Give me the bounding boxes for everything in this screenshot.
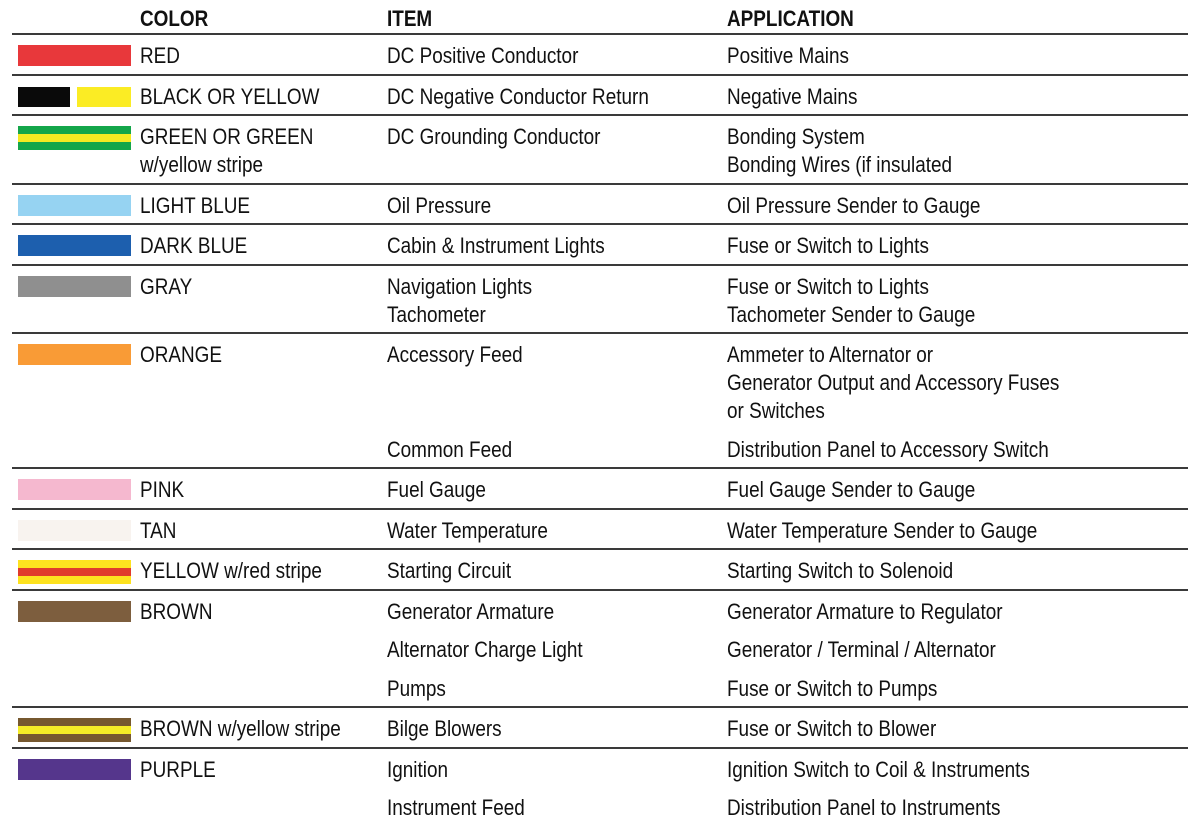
application-text: Fuse or Switch to Lights: [727, 233, 929, 258]
row-divider: [12, 508, 1188, 510]
item-text: Fuel Gauge: [387, 477, 486, 502]
application-cell: [727, 557, 990, 585]
color-swatch: [18, 45, 131, 66]
color-name: [140, 476, 191, 504]
header-application: APPLICATION: [727, 6, 854, 31]
row-divider: [12, 183, 1188, 185]
item-text: Alternator Charge Light: [387, 637, 583, 662]
color-name-line: GRAY: [140, 273, 193, 299]
color-name-line: YELLOW w/red stripe: [140, 558, 322, 583]
color-name: [140, 715, 373, 743]
color-name-line: GREEN OR GREEN: [140, 124, 314, 149]
application-text: Generator Output and Accessory Fuses: [727, 370, 1060, 395]
item-text: Navigation Lights: [387, 273, 533, 299]
row-divider: [12, 467, 1188, 469]
row-divider: [12, 223, 1188, 225]
application-text: Water Temperature Sender to Gauge: [727, 517, 1038, 543]
color-swatch: [18, 344, 131, 365]
item-text: Bilge Blowers: [387, 716, 502, 741]
application-text: Negative Mains: [727, 83, 858, 109]
color-name-line: TAN: [140, 517, 177, 543]
application-text: Fuse or Switch to Blower: [727, 716, 937, 741]
application-text: Fuel Gauge Sender to Gauge: [727, 477, 976, 502]
color-swatch: [18, 759, 131, 780]
color-name-line: ORANGE: [140, 342, 223, 367]
color-name-line: PINK: [140, 477, 185, 502]
application-text: Starting Switch to Solenoid: [727, 558, 954, 583]
color-swatch: [18, 520, 131, 541]
application-cell: [727, 192, 1022, 220]
item-text: Ignition: [387, 756, 449, 782]
application-text: Oil Pressure Sender to Gauge: [727, 192, 981, 218]
color-swatch: [18, 126, 131, 150]
item-text: Pumps: [387, 675, 446, 701]
item-cell: [387, 273, 556, 329]
color-name-line: DARK BLUE: [140, 233, 248, 258]
row-divider: [12, 747, 1188, 749]
color-name: [140, 83, 349, 111]
color-name: [140, 598, 224, 626]
application-text: Generator Armature to Regulator: [727, 598, 1003, 624]
application-cell: [727, 273, 1016, 329]
color-name-line: PURPLE: [140, 756, 216, 782]
item-cell: [387, 636, 614, 664]
application-cell: [727, 42, 869, 70]
yellow-swatch: [77, 87, 131, 107]
color-name: [140, 273, 201, 301]
item-cell: [387, 675, 455, 703]
application-text: Generator / Terminal / Alternator: [727, 637, 996, 662]
application-text: Ignition Switch to Coil & Instruments: [727, 756, 1030, 782]
item-cell: [387, 341, 545, 369]
item-text: Water Temperature: [387, 517, 548, 543]
item-text: DC Positive Conductor: [387, 43, 579, 68]
color-swatch: [18, 195, 131, 216]
application-cell: [727, 436, 1101, 464]
application-text: Distribution Panel to Instruments: [727, 795, 1001, 820]
color-name: [140, 232, 265, 260]
color-name: [140, 192, 268, 220]
application-cell: [727, 715, 970, 743]
color-name-line: w/yellow stripe: [140, 152, 264, 177]
item-cell: [387, 436, 533, 464]
application-text: Tachometer Sender to Gauge: [727, 301, 976, 327]
color-name-line: BROWN: [140, 598, 213, 624]
application-cell: [727, 517, 1088, 545]
item-cell: [387, 715, 520, 743]
color-name: [140, 123, 342, 179]
application-cell: [727, 83, 879, 111]
color-swatch: [18, 560, 131, 584]
item-cell: [387, 232, 640, 260]
row-divider: [12, 332, 1188, 334]
item-cell: [387, 557, 531, 585]
item-text: DC Negative Conductor Return: [387, 83, 649, 109]
row-divider: [12, 589, 1188, 591]
application-text: Positive Mains: [727, 43, 849, 68]
row-divider: [12, 706, 1188, 708]
item-cell: [387, 83, 691, 111]
color-swatch: [18, 718, 131, 742]
item-cell: [387, 476, 502, 504]
color-swatch: [18, 87, 131, 107]
table-header: [0, 0, 1200, 34]
item-text: Common Feed: [387, 436, 513, 462]
application-text: Fuse or Switch to Lights: [727, 273, 929, 299]
application-text: Fuse or Switch to Pumps: [727, 675, 938, 701]
item-cell: [387, 192, 508, 220]
color-swatch: [18, 235, 131, 256]
application-cell: [727, 476, 1016, 504]
application-text: Distribution Panel to Accessory Switch: [727, 436, 1049, 462]
color-swatch: [18, 601, 131, 622]
application-cell: [727, 123, 989, 179]
item-text: Oil Pressure: [387, 192, 492, 218]
header-item: ITEM: [387, 6, 433, 31]
color-name: [140, 341, 235, 369]
item-cell: [387, 42, 610, 70]
row-divider: [12, 114, 1188, 116]
row-divider: [12, 74, 1188, 76]
color-name: [140, 42, 186, 70]
item-text: Instrument Feed: [387, 795, 525, 820]
color-name: [140, 756, 228, 784]
application-cell: [727, 794, 1045, 822]
application-cell: [727, 636, 1040, 664]
item-text: Tachometer: [387, 301, 486, 327]
item-cell: [387, 123, 635, 151]
item-cell: [387, 756, 458, 784]
application-text: Ammeter to Alternator or: [727, 342, 934, 367]
color-name-line: BLACK OR YELLOW: [140, 83, 320, 109]
row-divider: [12, 548, 1188, 550]
color-name-line: RED: [140, 43, 180, 68]
application-text: or Switches: [727, 398, 825, 423]
color-name-line: BROWN w/yellow stripe: [140, 716, 341, 741]
item-text: Generator Armature: [387, 598, 555, 624]
black-swatch: [18, 87, 70, 107]
color-name: [140, 517, 182, 545]
color-swatch: [18, 479, 131, 500]
header-divider: [12, 33, 1188, 35]
application-cell: [727, 756, 1079, 784]
item-text: DC Grounding Conductor: [387, 124, 601, 149]
color-name-line: LIGHT BLUE: [140, 192, 251, 218]
application-text: Bonding System: [727, 124, 865, 149]
color-name: [140, 557, 352, 585]
item-text: Accessory Feed: [387, 342, 523, 367]
application-cell: [727, 675, 972, 703]
application-text: Bonding Wires (if insulated: [727, 152, 953, 177]
application-cell: [727, 232, 962, 260]
header-color: COLOR: [140, 6, 209, 31]
application-cell: [727, 598, 1047, 626]
item-cell: [387, 517, 574, 545]
application-cell: [727, 341, 1113, 425]
item-text: Starting Circuit: [387, 558, 512, 583]
color-swatch: [18, 276, 131, 297]
item-cell: [387, 598, 581, 626]
item-text: Cabin & Instrument Lights: [387, 233, 605, 258]
row-divider: [12, 264, 1188, 266]
item-cell: [387, 794, 547, 822]
